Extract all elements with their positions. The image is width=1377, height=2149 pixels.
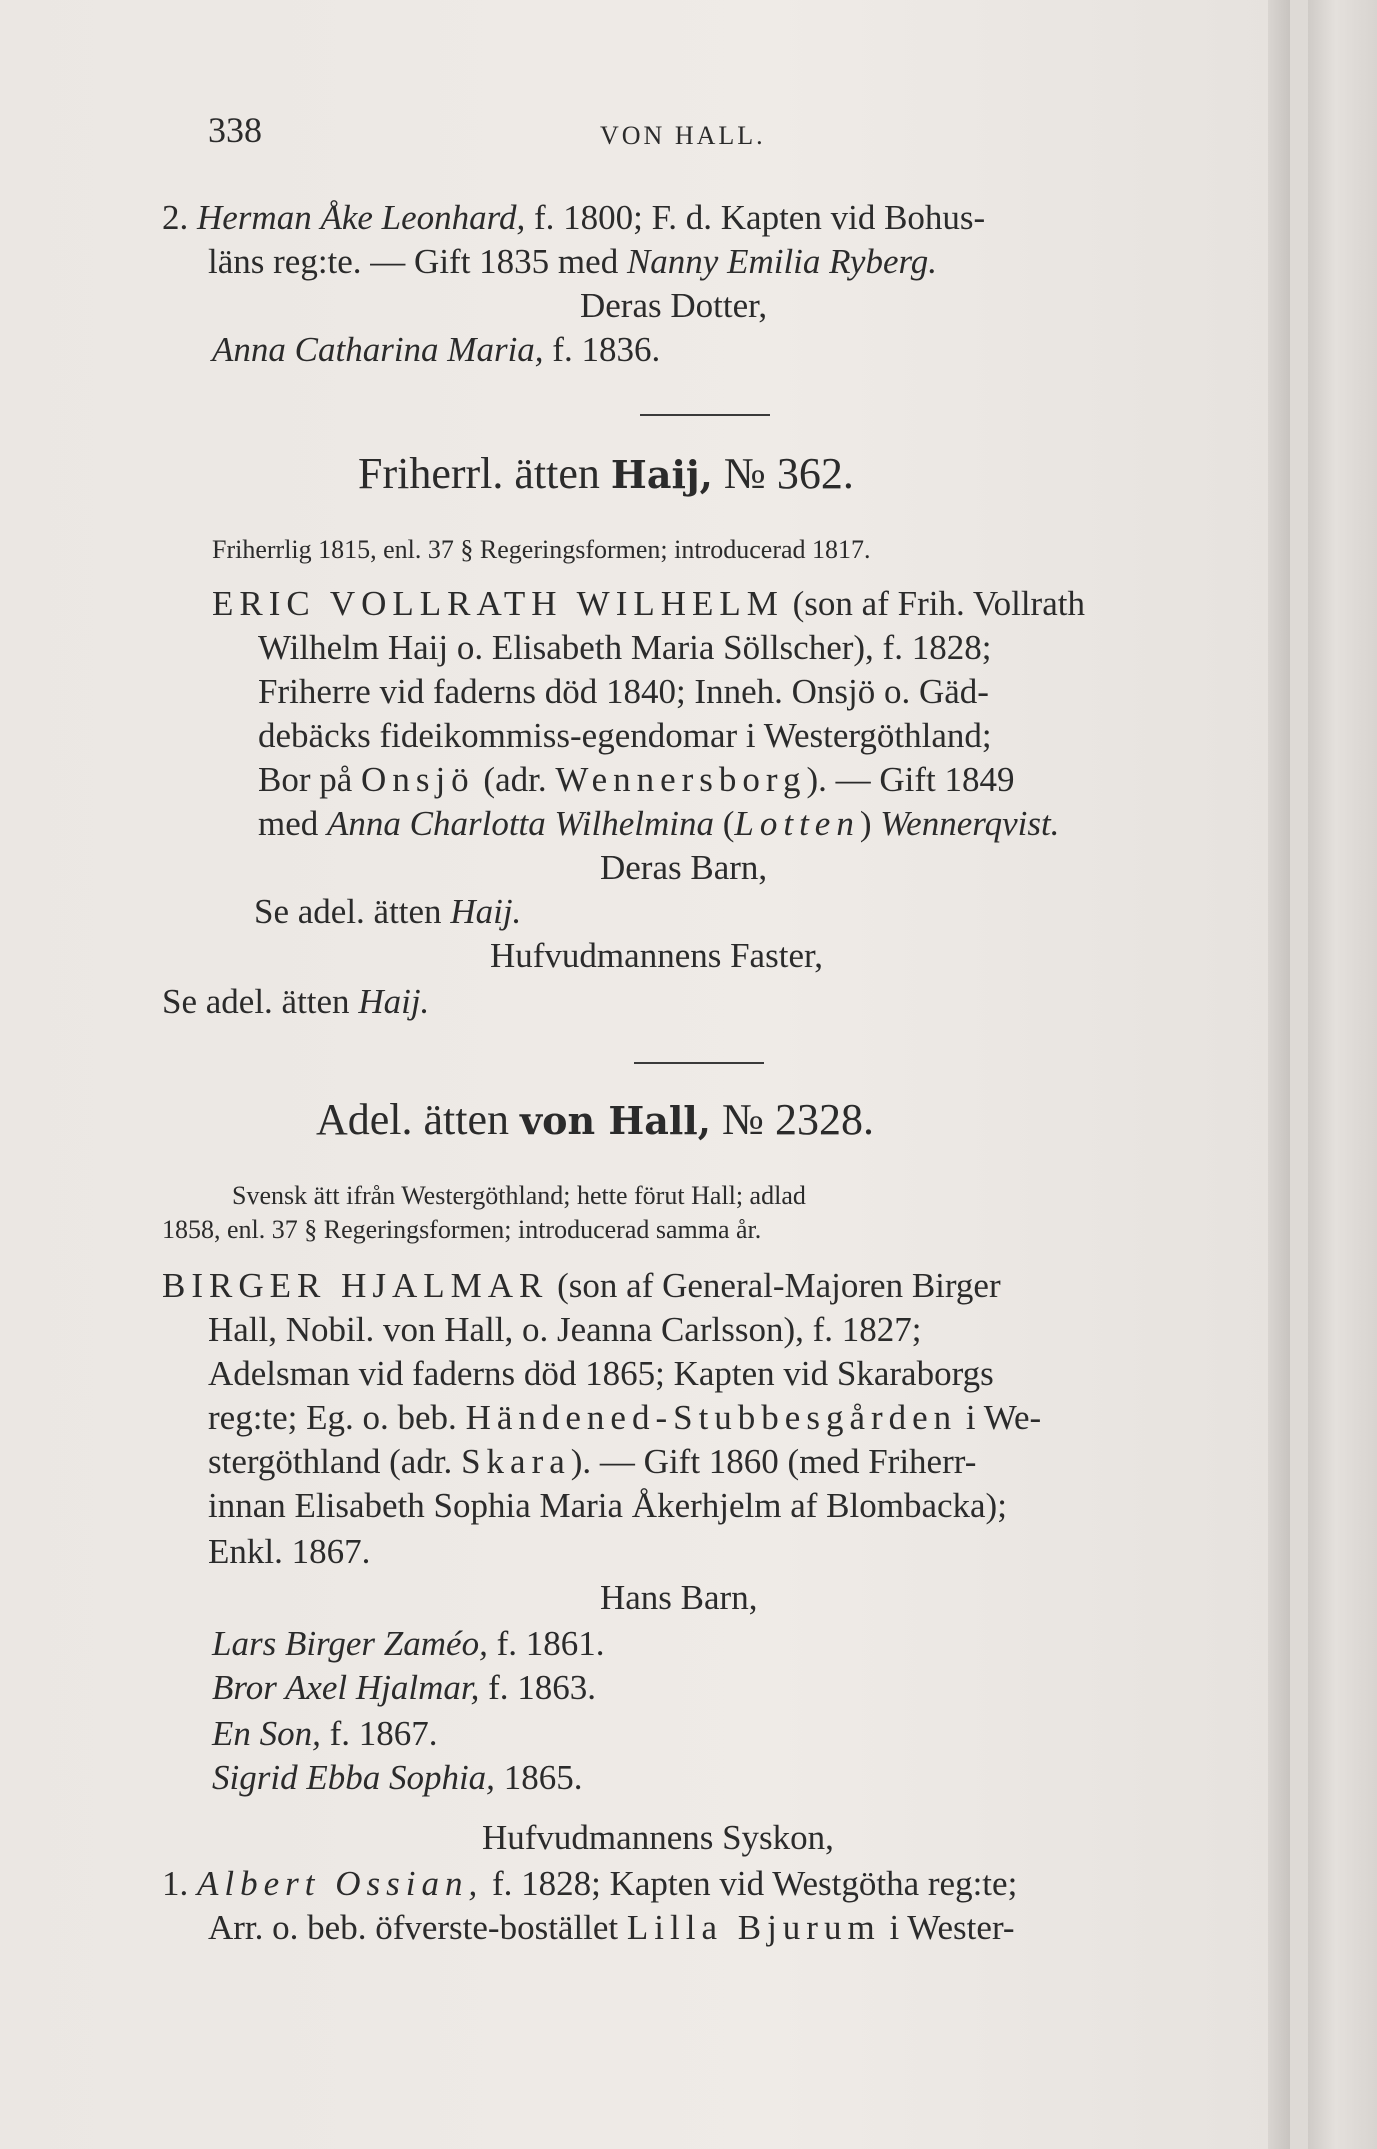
hall-child-3: En Son, f. 1867. (212, 1714, 438, 1753)
running-title: VON HALL. (600, 121, 766, 150)
hall-section-title: Adel. ätten von Hall, № 2328. (316, 1095, 874, 1144)
herman-daughter-heading: Deras Dotter, (580, 286, 768, 325)
haij-line-4: debäcks fideikommiss-egendomar i Westergöthland; (258, 716, 992, 755)
hall-child-2: Bror Axel Hjalmar, f. 1863. (212, 1668, 597, 1707)
section-divider (640, 414, 770, 416)
haij-children-heading: Deras Barn, (600, 848, 768, 887)
hall-child-4: Sigrid Ebba Sophia, 1865. (212, 1758, 583, 1797)
haij-line-3: Friherre vid faderns död 1840; Inneh. Onsjö o. Gäd- (258, 672, 989, 711)
hall-line-2: Hall, Nobil. von Hall, o. Jeanna Carlsson), f. 1827; (208, 1310, 922, 1349)
hall-subtitle-1: Svensk ätt ifrån Westergöthland; hette förut Hall; adlad (232, 1181, 806, 1210)
hall-subtitle-2: 1858, enl. 37 § Regeringsformen; introducerad samma år. (162, 1215, 762, 1244)
haij-aunt-ref: Se adel. ätten Haij. (162, 982, 430, 1021)
hall-line-3: Adelsman vid faderns död 1865; Kapten vid Skaraborgs (208, 1354, 994, 1393)
page-gutter-shadow (1268, 0, 1290, 2149)
haij-line-5: Bor på Onsjö (adr. Wennersborg). — Gift 1849 (258, 760, 1015, 799)
hall-line-5: stergöthland (adr. Skara). — Gift 1860 (med Friherr- (208, 1442, 977, 1481)
hall-sibling-1-cont: Arr. o. beb. öfverste-bostället Lilla Bjurum i Wester- (208, 1908, 1015, 1947)
herman-daughter: Anna Catharina Maria, f. 1836. (212, 330, 661, 369)
herman-line-1: 2. Herman Åke Leonhard, f. 1800; F. d. Kapten vid Bohus- (162, 198, 986, 237)
herman-line-2: läns reg:te. — Gift 1835 med Nanny Emilia Ryberg. (208, 242, 938, 281)
haij-subtitle: Friherrlig 1815, enl. 37 § Regeringsformen; introducerad 1817. (212, 535, 871, 564)
hall-child-1: Lars Birger Zaméo, f. 1861. (212, 1624, 605, 1663)
haij-line-6: med Anna Charlotta Wilhelmina (Lotten) Wennerqvist. (258, 804, 1060, 843)
haij-aunt-heading: Hufvudmannens Faster, (490, 936, 823, 975)
page-edge (1290, 0, 1308, 2149)
haij-line-1: ERIC VOLLRATH WILHELM (son af Frih. Vollrath (212, 584, 1085, 623)
haij-section-title: Friherrl. ätten Haij, № 362. (358, 449, 854, 498)
page-number: 338 (208, 110, 262, 150)
hall-line-1: BIRGER HJALMAR (son af General-Majoren Birger (162, 1266, 1001, 1305)
section-divider (634, 1062, 764, 1064)
hall-line-4: reg:te; Eg. o. beb. Händened-Stubbesgården i We- (208, 1398, 1042, 1437)
hall-line-6: innan Elisabeth Sophia Maria Åkerhjelm af Blombacka); (208, 1486, 1007, 1525)
haij-line-2: Wilhelm Haij o. Elisabeth Maria Söllscher), f. 1828; (258, 628, 992, 667)
hall-line-7: Enkl. 1867. (208, 1532, 371, 1571)
book-spine (1308, 0, 1377, 2149)
haij-children-ref: Se adel. ätten Haij. (254, 892, 522, 931)
hall-children-heading: Hans Barn, (600, 1578, 758, 1617)
hall-siblings-heading: Hufvudmannens Syskon, (482, 1818, 834, 1857)
hall-sibling-1: 1. Albert Ossian, f. 1828; Kapten vid Westgötha reg:te; (162, 1864, 1018, 1903)
